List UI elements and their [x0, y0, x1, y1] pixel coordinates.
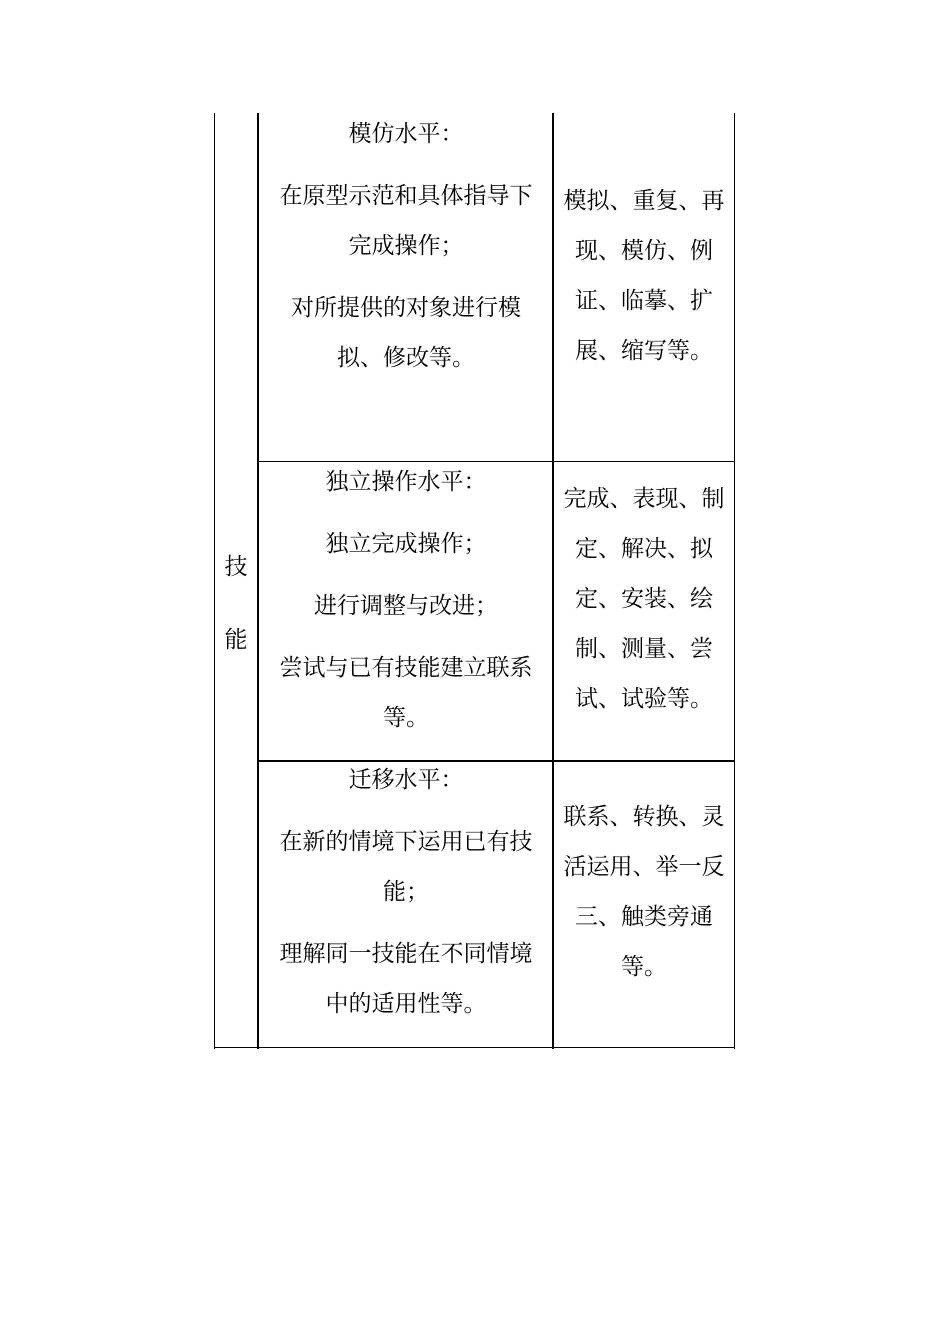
category-char-2: 能	[224, 627, 248, 653]
category-label	[214, 519, 258, 688]
level-title: 独立操作水平：	[325, 469, 487, 495]
table-bottom-border	[214, 1047, 735, 1048]
level-title: 迁移水平：	[348, 767, 464, 793]
level-description: 对所提供的对象进行模拟、修改等。	[291, 295, 521, 371]
level-title: 模仿水平：	[348, 121, 464, 147]
table-right-border	[734, 113, 735, 1049]
verbs-text: 完成、表现、制定、解决、拟定、安装、绘制、测量、尝试、试验等。	[563, 486, 725, 712]
level-description: 理解同一技能在不同情境中的适用性等。	[279, 941, 533, 1017]
level-cell-imitation	[270, 109, 542, 383]
level-cell-independent	[270, 457, 542, 743]
level-description: 在原型示范和具体指导下完成操作；	[279, 183, 533, 259]
verbs-cell-imitation	[560, 176, 728, 376]
level-description: 独立完成操作；	[325, 531, 487, 557]
category-char-1: 技	[224, 554, 248, 580]
level-description: 尝试与已有技能建立联系等。	[279, 655, 533, 731]
verbs-cell-independent	[560, 474, 728, 724]
verbs-text: 联系、转换、灵活运用、举一反三、触类旁通等。	[563, 804, 725, 980]
level-description: 在新的情境下运用已有技能；	[279, 829, 533, 905]
column-divider-verbs	[552, 113, 554, 1049]
level-description: 进行调整与改进；	[314, 593, 498, 619]
verbs-cell-transfer	[560, 792, 728, 992]
level-cell-transfer	[270, 755, 542, 1029]
verbs-text: 模拟、重复、再现、模仿、例证、临摹、扩展、缩写等。	[563, 188, 725, 364]
